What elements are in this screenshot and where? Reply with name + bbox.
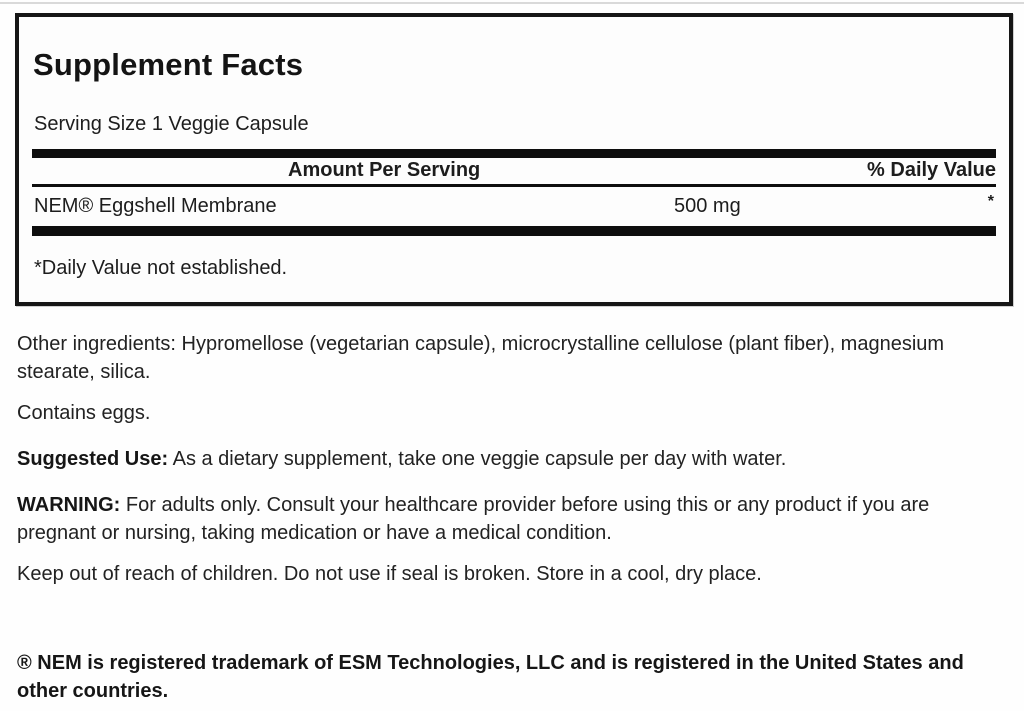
thick-divider-bottom [32,226,996,236]
suggested-use-statement [17,445,1005,473]
warning-text: For adults only. Consult your healthcare provider before using this or any product if you are pregnant or nursing, taking medication or have a medical condition. [17,494,930,544]
warning-statement [17,491,1005,547]
daily-value-footnote: *Daily Value not established. [34,257,288,279]
column-header-daily-value: % Daily Value [867,159,996,181]
thick-divider-top [32,149,996,158]
trademark-statement: ® NEM is registered trademark of ESM Technologies, LLC and is registered in the United States and other countries. [17,652,964,702]
storage-statement: Keep out of reach of children. Do not use if seal is broken. Store in a cool, dry place. [17,563,762,585]
suggested-use-text: As a dietary supplement, take one veggie capsule per day with water. [168,448,787,470]
header-divider [32,184,996,187]
column-header-amount: Amount Per Serving [288,159,481,181]
scan-edge-artifact [0,2,1024,4]
serving-size: Serving Size 1 Veggie Capsule [34,113,309,135]
allergen-statement: Contains eggs. [17,402,151,424]
warning-label: WARNING: [17,494,121,516]
ingredient-daily-value: * [987,193,994,210]
suggested-use-label: Suggested Use: [17,448,169,470]
panel-title: Supplement Facts [33,47,304,82]
supplement-facts-panel [15,13,1013,306]
ingredient-amount: 500 mg [674,195,741,217]
other-ingredients-statement: Other ingredients: Hypromellose (vegetarian capsule), microcrystalline cellulose (plant fiber), magnesium stearate, silica. [17,333,945,383]
ingredient-name: NEM® Eggshell Membrane [34,195,277,217]
